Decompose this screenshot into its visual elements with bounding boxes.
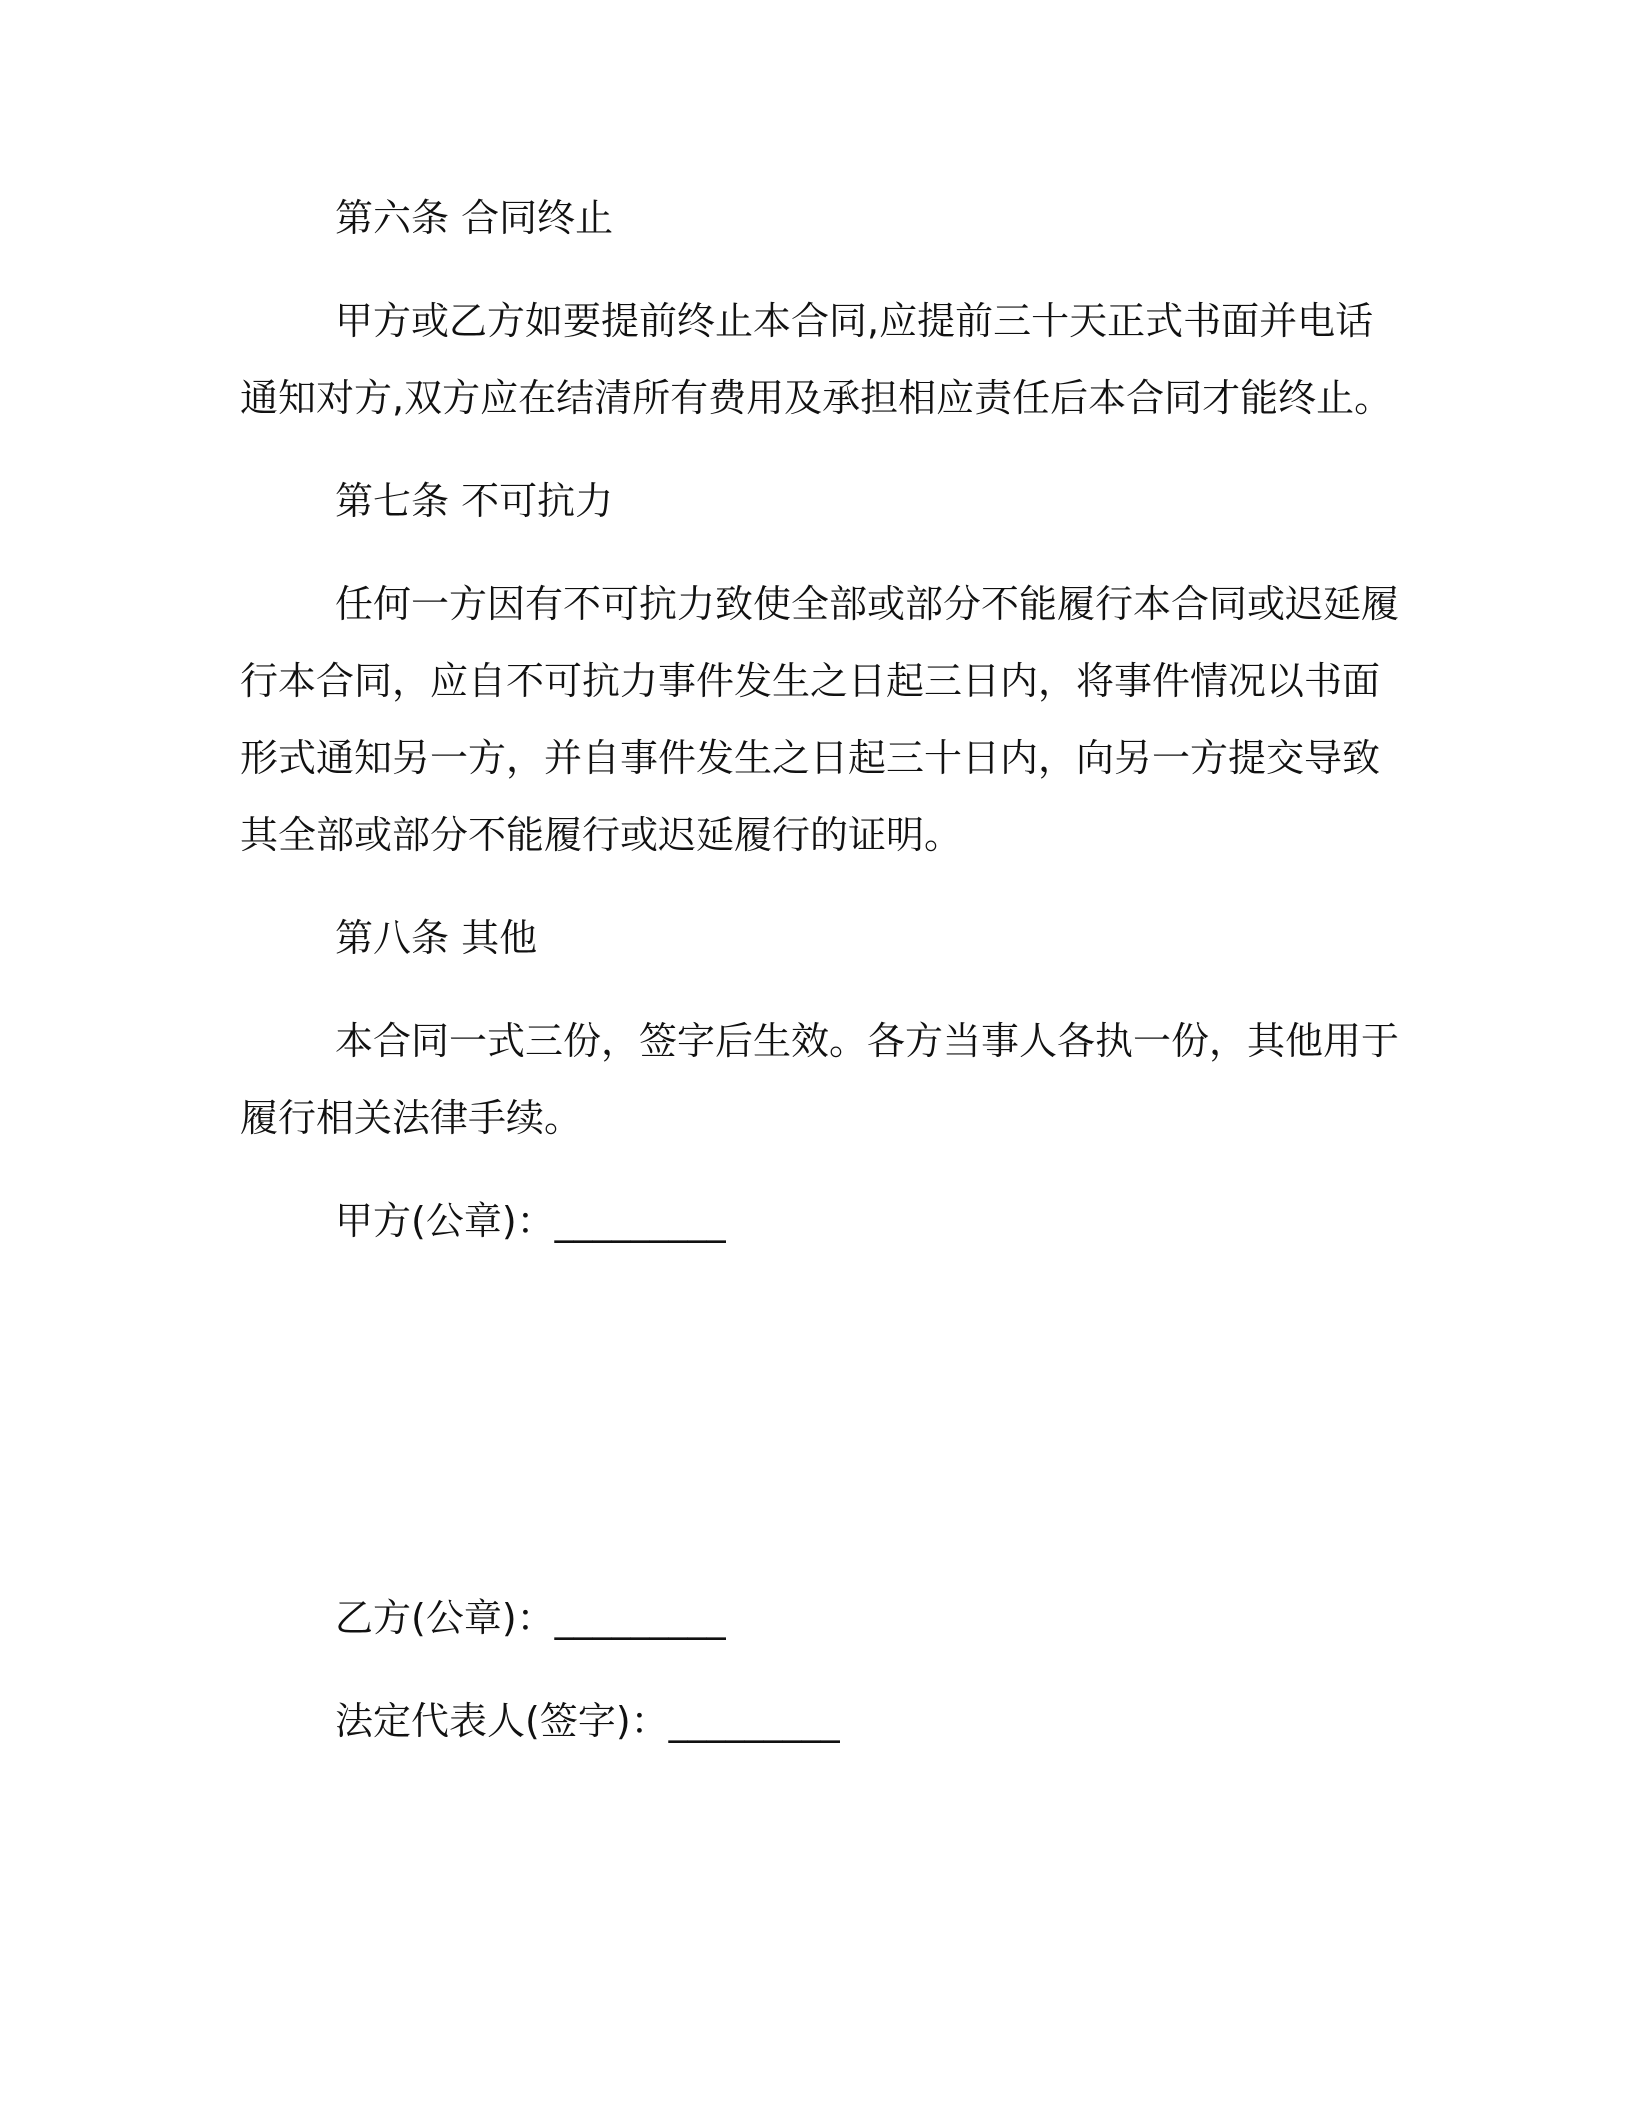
article-6-heading: 第六条 合同终止: [335, 196, 614, 240]
article-7-line-2: 行本合同，应自不可抗力事件发生之日起三日内，将事件情况以书面: [240, 659, 1381, 703]
article-7-line-1: 任何一方因有不可抗力致使全部或部分不能履行本合同或迟延履: [335, 582, 1400, 626]
article-6-line-2: 通知对方,双方应在结清所有费用及承担相应责任后本合同才能终止。: [240, 376, 1393, 420]
article-8-line-2: 履行相关法律手续。: [240, 1096, 583, 1140]
article-7-line-4: 其全部或部分不能履行或迟延履行的证明。: [240, 813, 963, 857]
article-7-heading: 第七条 不可抗力: [335, 479, 614, 523]
article-8-line-1: 本合同一式三份，签字后生效。各方当事人各执一份，其他用于: [335, 1019, 1400, 1063]
article-6-line-1: 甲方或乙方如要提前终止本合同,应提前三十天正式书面并电话: [335, 299, 1374, 343]
party-b-signature: 乙方(公章)：_________: [335, 1596, 726, 1640]
party-a-signature: 甲方(公章)：_________: [335, 1199, 726, 1243]
article-8-heading: 第八条 其他: [335, 916, 538, 960]
article-7-line-3: 形式通知另一方，并自事件发生之日起三十日内，向另一方提交导致: [240, 736, 1381, 780]
legal-rep-signature: 法定代表人(签字)：_________: [335, 1699, 840, 1743]
